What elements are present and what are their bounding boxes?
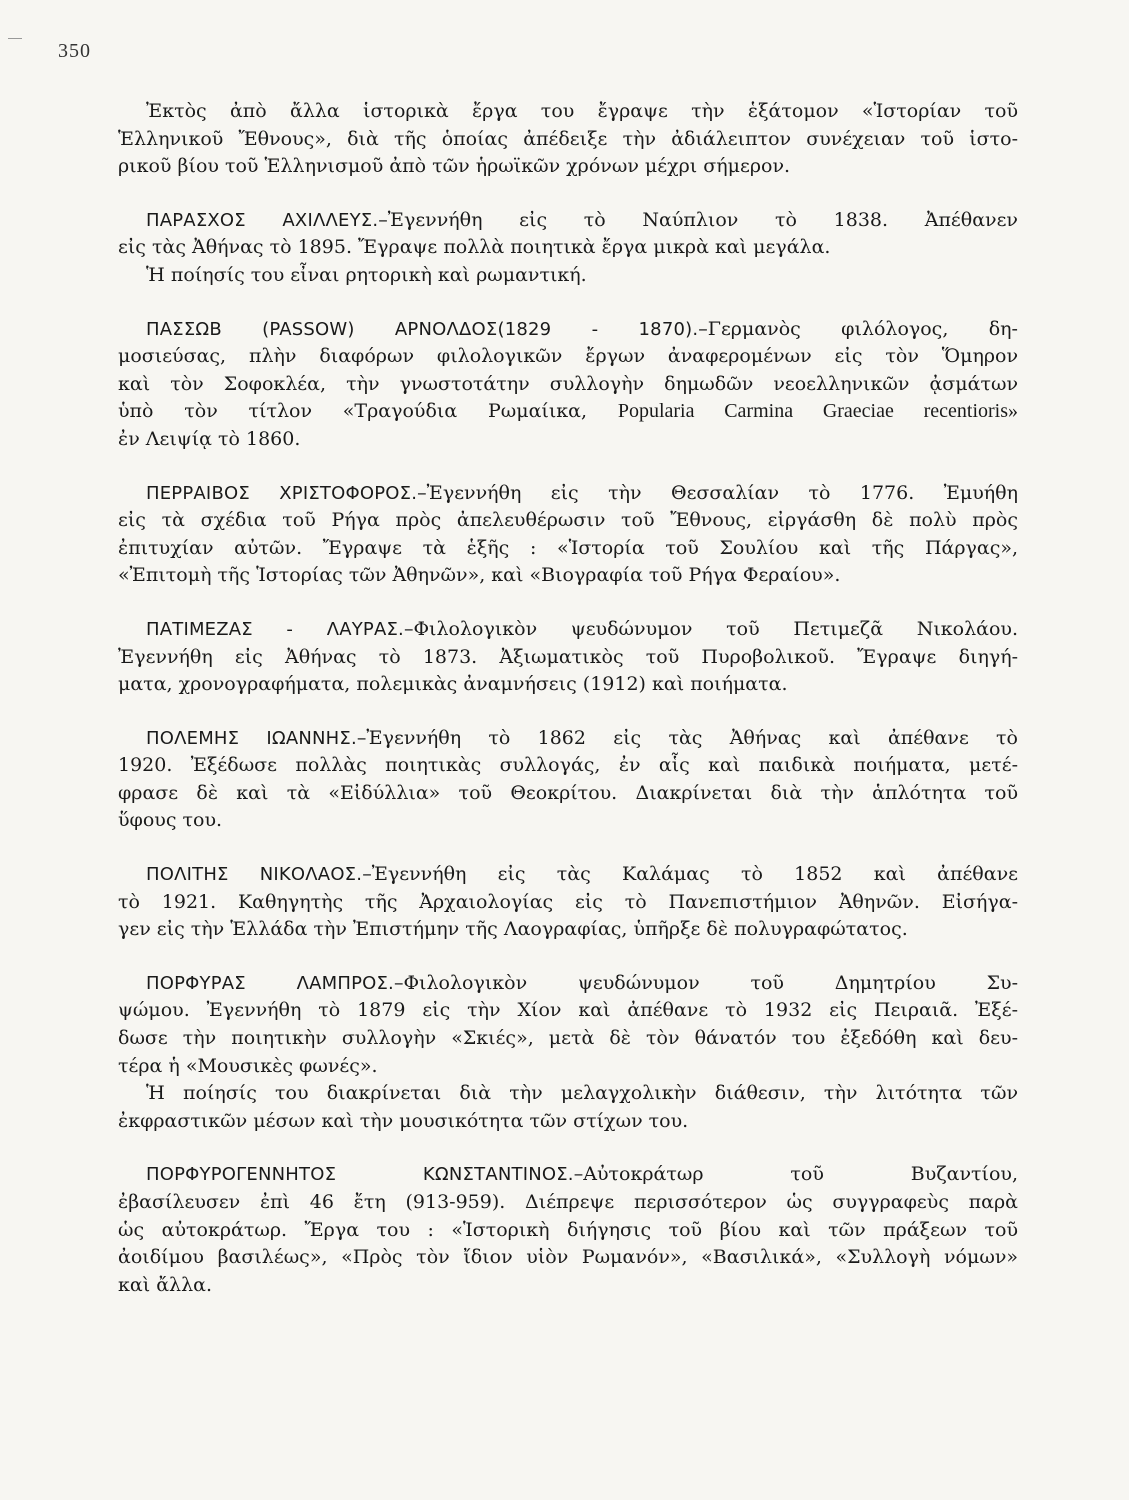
entry-first-line xyxy=(118,480,1018,508)
text-line: ψώμου. Ἐγεννήθη τὸ 1879 εἰς τὴν Χίον καὶ ἀπέθανε τὸ 1932 εἰς Πειραιᾶ. Ἐξέ- xyxy=(118,999,1018,1022)
text-line: –Αὐτοκράτωρ τοῦ Βυζαντίου, xyxy=(573,1163,1018,1186)
entry-passow xyxy=(118,316,1018,454)
entry-polemis xyxy=(118,725,1018,835)
text-line: τέρα ἡ «Μουσικὲς φωνές». xyxy=(118,1054,378,1077)
text-line: ὡς αὐτοκράτωρ. Ἔργα του : «Ἱστορικὴ διήγησις τοῦ βίου καὶ τῶν πράξεων τοῦ xyxy=(118,1218,1018,1241)
margin-mark xyxy=(8,38,22,39)
text-line: –Ἐγεννήθη εἰς τὰς Καλάμας τὸ 1852 καὶ ἀπέθανε xyxy=(362,863,1018,886)
entry-first-line xyxy=(118,1161,1018,1189)
text-line: ὕφους του. xyxy=(118,809,223,832)
entry-headword: ΠΑΣΣΩΒ (PASSOW) ΑΡΝΟΛΔΟΣ(1829 - 1870). xyxy=(146,318,699,340)
entry-headword: ΠΑΡΑΣΧΟΣ ΑΧΙΛΛΕΥΣ. xyxy=(146,209,379,231)
entry-headword: ΠΟΡΦΥΡΑΣ ΛΑΜΠΡΟΣ. xyxy=(146,972,394,994)
text-line: –Ἐγεννήθη εἰς τὴν Θεσσαλίαν τὸ 1776. Ἐμυήθη xyxy=(417,481,1019,504)
text-line: ἐβασίλευσεν ἐπὶ 46 ἔτη (913-959). Διέπρεψε περισσότερον ὡς συγγραφεὺς παρὰ xyxy=(118,1191,1018,1213)
text-line: δωσε τὴν ποιητικὴν συλλογὴν «Σκιές», μετὰ δὲ τὸν θάνατόν του ἐξεδόθη καὶ δευ- xyxy=(118,1027,1018,1050)
text-line: ματα, χρονογραφήματα, πολεμικὰς ἀναμνήσεις (1912) καὶ ποιήματα. xyxy=(118,673,788,696)
text-line: εἰς τὰς Ἀθήνας τὸ 1895. Ἔγραψε πολλὰ ποιητικὰ ἔργα μικρὰ καὶ μεγάλα. xyxy=(118,236,831,259)
text-line: τὸ 1921. Καθηγητὴς τῆς Ἀρχαιολογίας εἰς τὸ Πανεπιστήμιον Ἀθηνῶν. Εἰσήγα- xyxy=(118,890,1018,913)
text-line: εἰς τὰ σχέδια τοῦ Ρήγα πρὸς ἀπελευθέρωσιν τοῦ Ἔθνους, εἰργάσθη δὲ πολὺ πρὸς xyxy=(118,509,1018,532)
entry-porfyrogennitos xyxy=(118,1161,1018,1299)
text-line: Ἡ ποίησίς του εἶναι ρητορικὴ καὶ ρωμαντική. xyxy=(146,263,587,286)
entry-intro xyxy=(118,98,1018,181)
text-line: Ἐκτὸς ἀπὸ ἄλλα ἱστορικὰ ἔργα του ἔγραψε τὴν ἑξάτομον «Ἱστορίαν τοῦ xyxy=(146,100,1018,122)
entry-headword: ΠΟΛΕΜΗΣ ΙΩΑΝΝΗΣ. xyxy=(146,727,357,749)
entry-title-line xyxy=(118,398,1018,426)
entry-first-line xyxy=(118,207,1018,235)
entry-headword: ΠΕΡΡΑΙΒΟΣ ΧΡΙΣΤΟΦΟΡΟΣ. xyxy=(146,482,418,504)
text-line: μοσιεύσας, πλὴν διαφόρων φιλολογικῶν ἔργων ἀναφερομένων εἰς τὸν Ὅμηρον xyxy=(118,345,1018,368)
entry-paraschos xyxy=(118,207,1018,290)
entry-headword: ΠΑΤΙΜΕΖΑΣ - ΛΑΥΡΑΣ. xyxy=(146,618,404,640)
text-body xyxy=(118,98,1018,1325)
entry-perraivos xyxy=(118,480,1018,590)
text-line: Ἑλληνικοῦ Ἔθνους», διὰ τῆς ὁποίας ἀπέδειξε τὴν ἀδιάλειπτον συνέχειαν τοῦ ἱστο- xyxy=(118,127,1018,150)
entry-first-line xyxy=(118,861,1018,889)
text-line: –Φιλολογικὸν ψευδώνυμον τοῦ Δημητρίου Συ- xyxy=(393,971,1018,994)
text-line: –Γερμανὸς φιλόλογος, δη- xyxy=(698,317,1018,340)
text-line: ἀοιδίμου βασιλέως», «Πρὸς τὸν ἴδιον υἱὸν Ρωμανόν», «Βασιλικά», «Συλλογὴ νόμων» xyxy=(118,1246,1018,1269)
text-line: Ἐγεννήθη εἰς Ἀθήνας τὸ 1873. Ἀξιωματικὸς τοῦ Πυροβολικοῦ. Ἔγραψε διηγή- xyxy=(118,645,1018,668)
entry-first-line xyxy=(118,725,1018,753)
text-line: ρικοῦ βίου τοῦ Ἑλληνισμοῦ ἀπὸ τῶν ἡρωϊκῶν χρόνων μέχρι σήμερον. xyxy=(118,155,791,178)
entry-first-line xyxy=(118,616,1018,644)
text-line: ἐπιτυχίαν αὐτῶν. Ἔγραψε τὰ ἑξῆς : «Ἱστορία τοῦ Σουλίου καὶ τῆς Πάργας», xyxy=(118,536,1018,559)
text-line: φρασε δὲ καὶ τὰ «Εἰδύλλια» τοῦ Θεοκρίτου. Διακρίνεται διὰ τὴν ἁπλότητα τοῦ xyxy=(118,781,1018,804)
text-line: ὑπὸ τὸν τίτλον «Τραγούδια Ρωμαίικα, xyxy=(118,400,588,423)
text-line: καὶ τὸν Σοφοκλέα, τὴν γνωστοτάτην συλλογὴν δημωδῶν νεοελληνικῶν ᾀσμάτων xyxy=(118,372,1018,395)
text-line: καὶ ἄλλα. xyxy=(118,1273,212,1296)
entry-politis xyxy=(118,861,1018,944)
entry-porfyras xyxy=(118,970,1018,1136)
text-line: ἐκφραστικῶν μέσων καὶ τὴν μουσικότητα τῶν στίχων του. xyxy=(118,1109,689,1132)
text-line: «Ἐπιτομὴ τῆς Ἱστορίας τῶν Ἀθηνῶν», καὶ «Βιογραφία τοῦ Ρήγα Φεραίου». xyxy=(118,564,841,587)
text-line: –Ἐγεννήθη εἰς τὸ Ναύπλιον τὸ 1838. Ἀπέθανεν xyxy=(378,208,1018,231)
entry-headword: ΠΟΡΦΥΡΟΓΕΝΝΗΤΟΣ ΚΩΝΣΤΑΝΤΙΝΟΣ. xyxy=(146,1164,574,1186)
entry-first-line xyxy=(118,970,1018,998)
text-line: γεν εἰς τὴν Ἑλλάδα τὴν Ἐπιστήμην τῆς Λαογραφίας, ὑπῆρξε δὲ πολυγραφώτατος. xyxy=(118,918,908,941)
page-number: 350 xyxy=(58,40,91,62)
entry-first-line xyxy=(118,316,1018,344)
text-line: –Φιλολογικὸν ψευδώνυμον τοῦ Πετιμεζᾶ Νικολάου. xyxy=(403,617,1018,640)
text-line: ἐν Λειψίᾳ τὸ 1860. xyxy=(118,427,301,450)
latin-title: Popularia Carmina Graeciae recentioris» xyxy=(617,400,1018,423)
entry-patimezas xyxy=(118,616,1018,699)
text-line: –Ἐγεννήθη τὸ 1862 εἰς τὰς Ἀθήνας καὶ ἀπέθανε τὸ xyxy=(356,726,1018,749)
entry-headword: ΠΟΛΙΤΗΣ ΝΙΚΟΛΑΟΣ. xyxy=(146,864,363,886)
text-line: Ἡ ποίησίς του διακρίνεται διὰ τὴν μελαγχολικὴν διάθεσιν, τὴν λιτότητα τῶν xyxy=(146,1082,1018,1105)
text-line: 1920. Ἐξέδωσε πολλὰς ποιητικὰς συλλογάς, ἐν αἷς καὶ παιδικὰ ποιήματα, μετέ- xyxy=(118,754,1018,777)
